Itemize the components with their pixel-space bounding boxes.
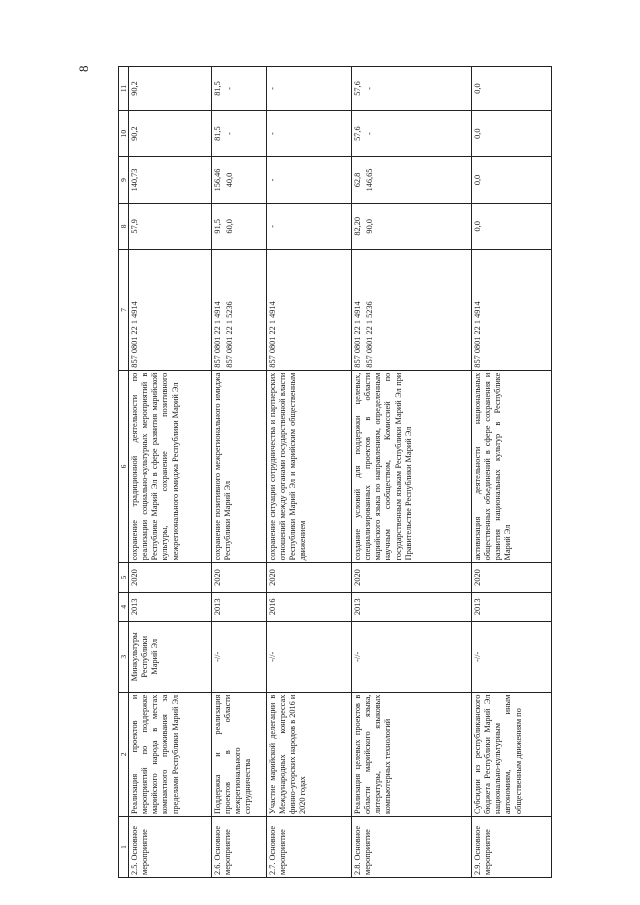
expected-result: активизация деятельности национальных общественных объединений в сфере сохранения и развития национальных культур в Республике Марий Эл (472, 370, 552, 563)
budget-code-line: 857 0801 22 1 4914 (213, 301, 223, 368)
end-year: 2020 (212, 563, 267, 592)
measure-title: Реализация проектов и мероприятий по поддержке марийского народа в местах компактного проживания за пределами Республики Марий Эл (129, 692, 212, 816)
amount-value: 62,8 (353, 172, 363, 188)
end-year: 2020 (129, 563, 212, 592)
amount-value: 0,0 (473, 221, 483, 232)
column-number: 2 (119, 692, 129, 816)
amount-cell (212, 67, 267, 111)
start-year: 2013 (352, 592, 472, 621)
table-row (472, 67, 552, 878)
column-number: 8 (119, 203, 129, 249)
amount-value: 81,5 (213, 81, 223, 96)
budget-code-line: 857 0801 22 1 5236 (225, 301, 235, 368)
amount-value: - (268, 178, 278, 182)
budget-code (129, 249, 212, 370)
amount-value: 57,6 (353, 81, 363, 96)
responsible-executor: Минкультуры Республики Марий Эл (129, 621, 212, 692)
amount-value: 57,6 (353, 126, 363, 141)
amount-value: 90,2 (130, 126, 140, 141)
column-number: 4 (119, 592, 129, 621)
amount-cell (267, 67, 352, 111)
measure-number: 2.9. Основное мероприятие (472, 817, 552, 878)
amount-cell (352, 157, 472, 203)
measure-number: 2.5. Основное мероприятие (129, 817, 212, 878)
table-row (352, 67, 472, 878)
amount-value: - (225, 132, 235, 136)
rotated-page (118, 66, 523, 878)
expected-result: сохранение позитивного межрегионального имиджа Республики Марий Эл (212, 370, 267, 563)
amount-cell (472, 203, 552, 249)
column-number: 10 (119, 110, 129, 156)
amount-value: 0,0 (473, 174, 483, 186)
amount-cell (267, 157, 352, 203)
column-number: 5 (119, 563, 129, 592)
amount-value: - (268, 224, 278, 228)
measure-number: 2.6. Основное мероприятие (212, 817, 267, 878)
budget-code-line: 857 0801 22 1 4914 (473, 301, 483, 368)
responsible-executor: -//- (212, 621, 267, 692)
budget-code (267, 249, 352, 370)
responsible-executor: -//- (472, 621, 552, 692)
amount-cell (472, 110, 552, 156)
amount-cell (352, 203, 472, 249)
page-number: 8 (76, 65, 91, 72)
amount-cell (212, 110, 267, 156)
measure-title: Субсидии из республиканского бюджета Республики Марий Эл национально-культурным автономиям, иным общественным движениям по (472, 692, 552, 816)
start-year: 2013 (212, 592, 267, 621)
column-number-row (119, 67, 129, 878)
amount-value: 0,0 (473, 128, 483, 139)
amount-value: 60,0 (225, 219, 235, 234)
column-number: 7 (119, 249, 129, 370)
budget-code-line: 857 0801 22 1 4914 (130, 301, 140, 368)
amount-value: - (225, 87, 235, 90)
amount-value: - (268, 87, 278, 90)
end-year: 2020 (352, 563, 472, 592)
start-year: 2013 (129, 592, 212, 621)
amount-cell (129, 157, 212, 203)
expected-result: создание условий для поддержки целевых, специализированных проектов в области марийского языка по направлениям, определенным научным сообществом, Комиссией по государственным языкам Республики Марий Эл при Правительстве Республики Марий Эл (352, 370, 472, 563)
start-year: 2013 (472, 592, 552, 621)
end-year: 2020 (267, 563, 352, 592)
amount-cell (129, 67, 212, 111)
column-number: 1 (119, 817, 129, 878)
amount-value: 57,9 (130, 219, 140, 234)
amount-cell (129, 110, 212, 156)
amount-value: 90,2 (130, 81, 140, 96)
amount-value: 146,65 (365, 168, 375, 192)
column-number: 11 (119, 67, 129, 111)
amount-cell (212, 157, 267, 203)
table-row (267, 67, 352, 878)
amount-value: - (365, 87, 375, 90)
amount-value: 156,46 (213, 168, 223, 192)
measure-title: Поддержка и реализация проектов в области межрегионального сотрудничества (212, 692, 267, 816)
expected-result: сохранение традиционной деятельности по реализации социально-культурных мероприятий в Республике Марий Эл в сфере развития марийской культуры, сохранение позитивного межрегионального имиджа Республики Марий Эл (129, 370, 212, 563)
start-year: 2016 (267, 592, 352, 621)
amount-cell (472, 157, 552, 203)
column-number: 3 (119, 621, 129, 692)
amount-cell (267, 203, 352, 249)
column-number: 6 (119, 370, 129, 563)
budget-code-line: 857 0801 22 1 5236 (365, 301, 375, 368)
amount-value: 90,0 (365, 219, 375, 234)
amount-cell (129, 203, 212, 249)
measure-title: Участие марийской делегации в Международных конгрессах финно-угорских народов в 2016 и 2020 годах (267, 692, 352, 816)
responsible-executor: -//- (352, 621, 472, 692)
budget-code (472, 249, 552, 370)
amount-cell (352, 110, 472, 156)
amount-value: 140,73 (130, 168, 140, 192)
measure-number: 2.7. Основное мероприятие (267, 817, 352, 878)
amount-cell (267, 110, 352, 156)
amount-cell (472, 67, 552, 111)
responsible-executor: -//- (267, 621, 352, 692)
amount-value: 40,0 (225, 172, 235, 188)
amount-value: 82,20 (353, 216, 363, 236)
budget-code (212, 249, 267, 370)
measure-number: 2.8. Основное мероприятие (352, 817, 472, 878)
amount-cell (212, 203, 267, 249)
amount-value: - (365, 132, 375, 136)
amount-value: 91,5 (213, 219, 223, 234)
amount-cell (352, 67, 472, 111)
amount-value: - (268, 132, 278, 136)
column-number: 9 (119, 157, 129, 203)
amount-value: 81,5 (213, 126, 223, 141)
table-row (129, 67, 212, 878)
budget-code-line: 857 0801 22 1 4914 (353, 301, 363, 368)
measure-title: Реализация целевых проектов в области марийского языка, литературы, языковых компьютерных технологий (352, 692, 472, 816)
budget-code-line: 857 0801 22 1 4914 (268, 301, 278, 368)
amount-value: 0,0 (473, 83, 483, 94)
table-row (212, 67, 267, 878)
budget-code (352, 249, 472, 370)
expected-result: сохранение ситуации сотрудничества и партнерских отношений между органами государственной власти Республики Марий Эл и марийским общественным движением (267, 370, 352, 563)
program-measures-table (118, 66, 552, 878)
end-year: 2020 (472, 563, 552, 592)
